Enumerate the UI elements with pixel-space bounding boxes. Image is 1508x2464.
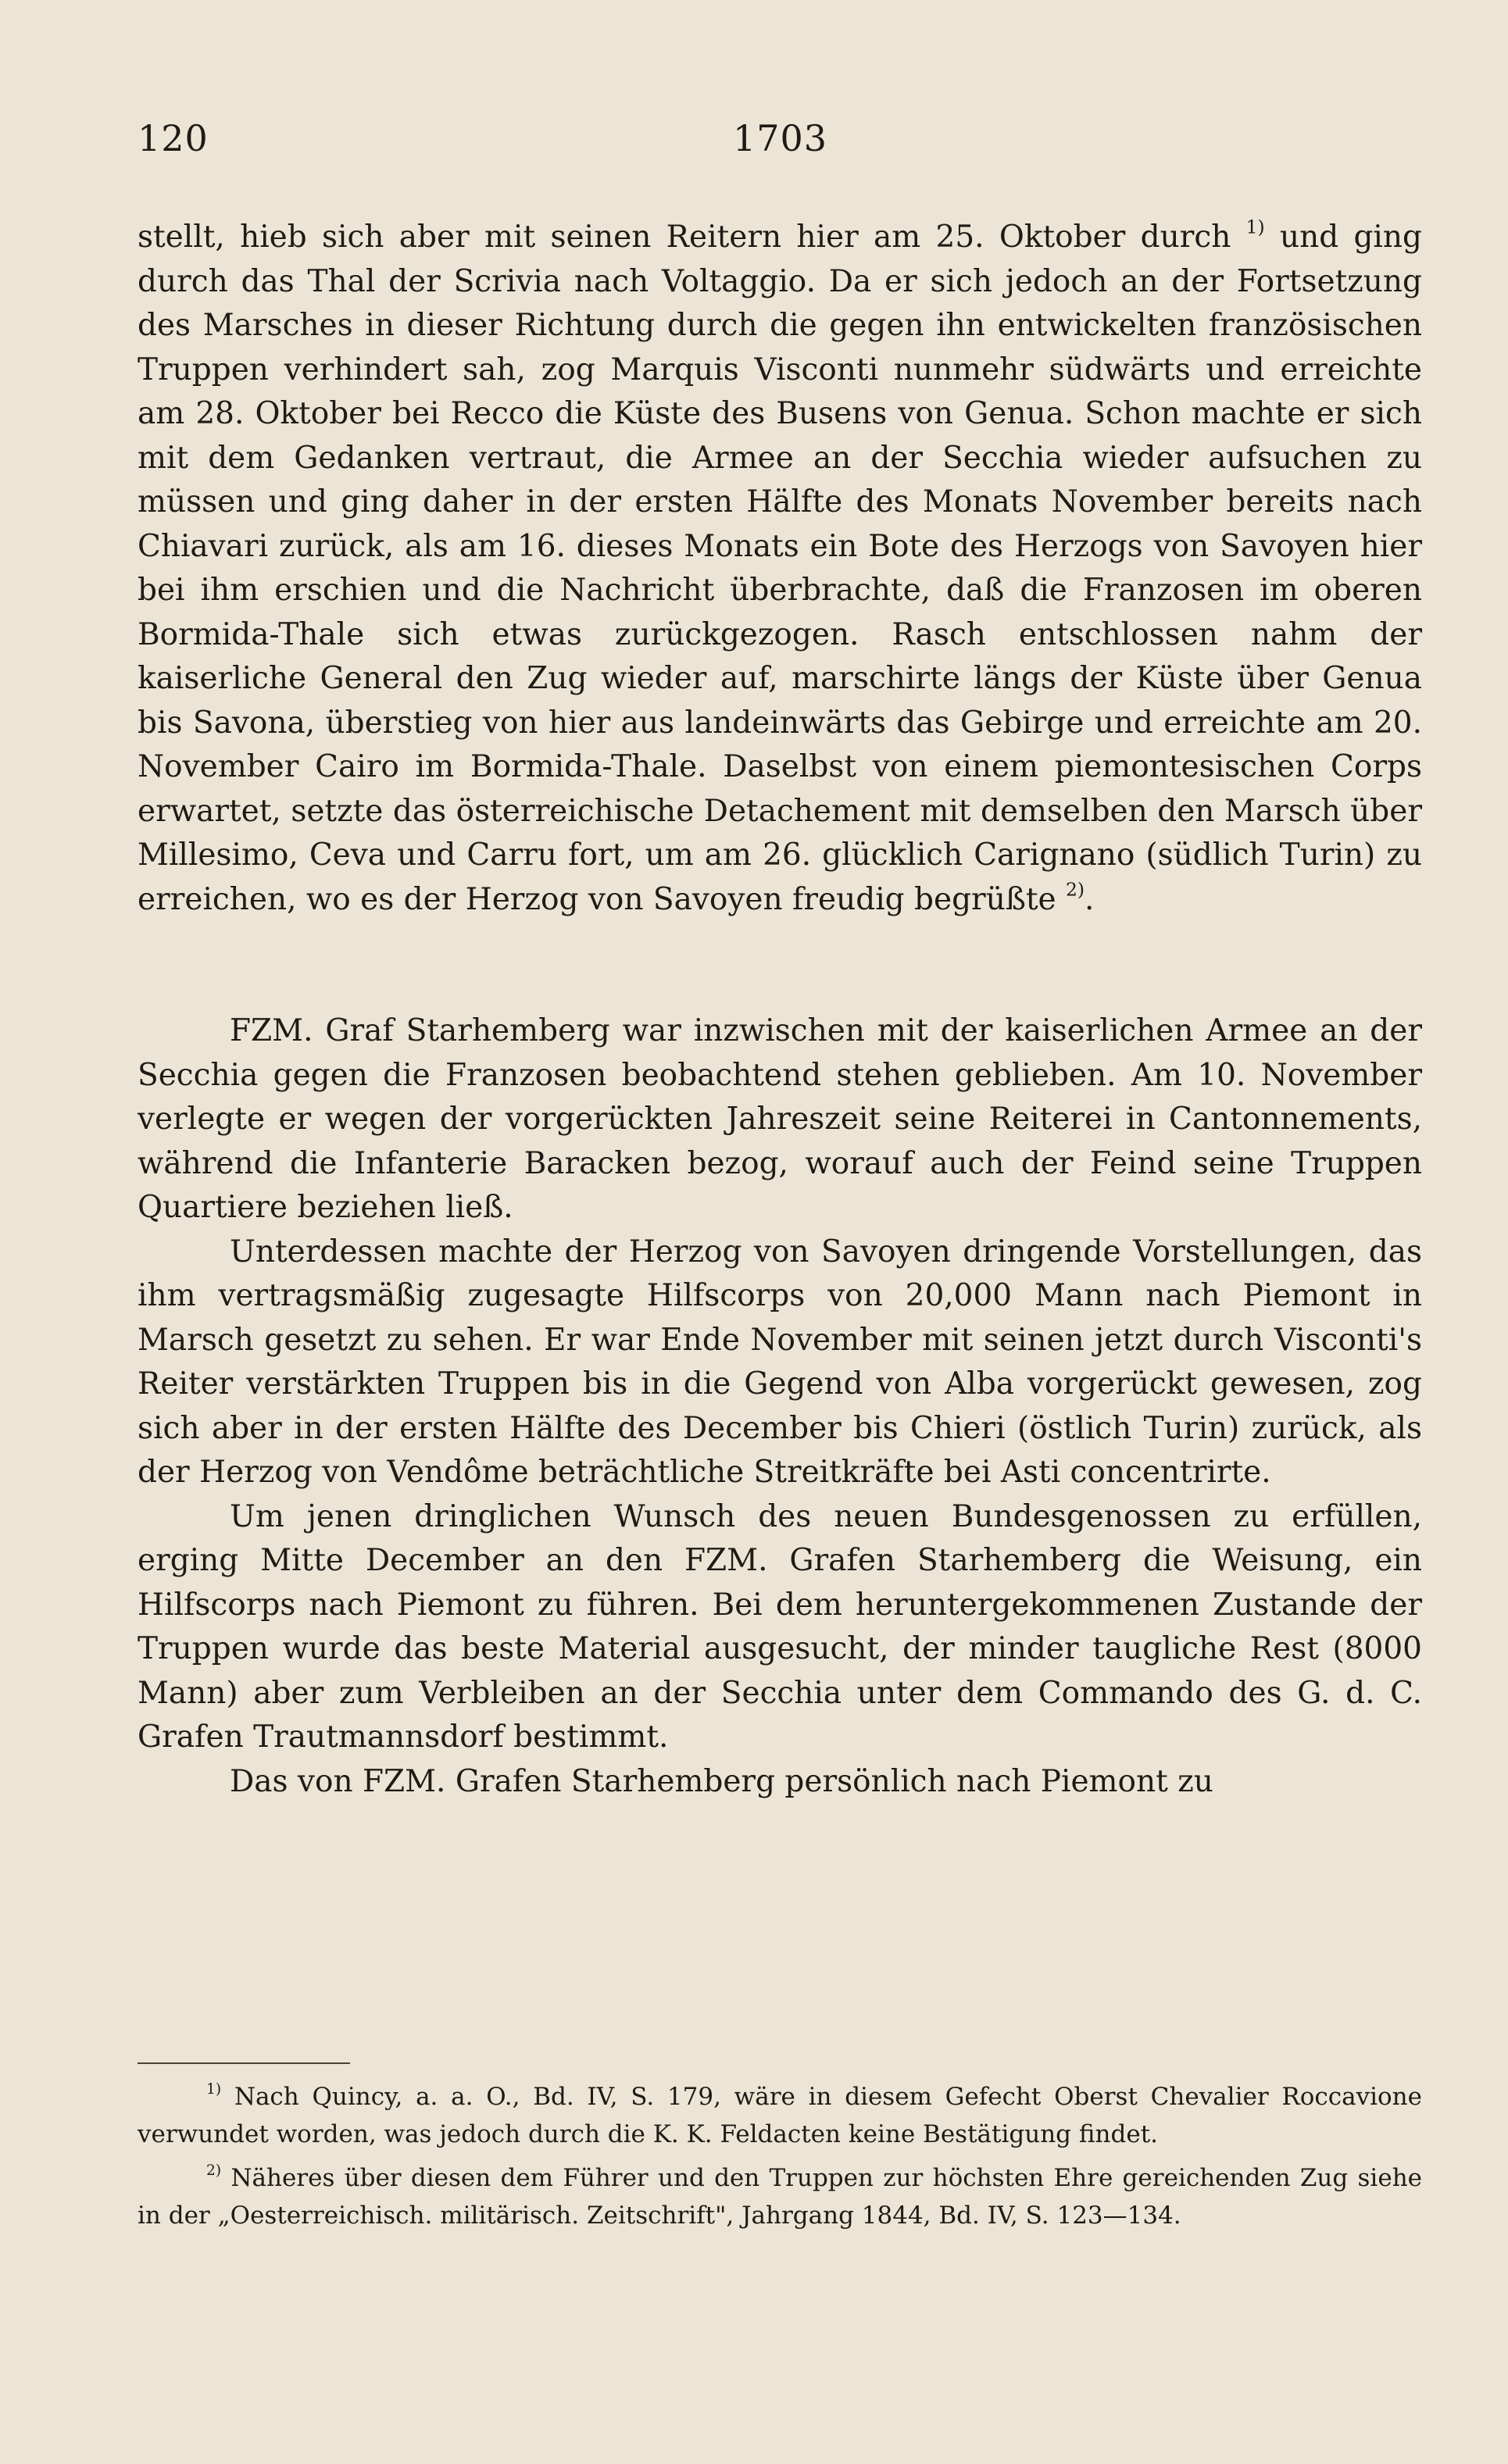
paragraph-5: Das von FZM. Grafen Starhemberg persönlich nach Piemont zu (230, 1763, 1213, 1799)
paragraph-3: Unterdessen machte der Herzog von Savoyen dringende Vorstellungen, das ihm vertragsmäßig zugesagte Hilfscorps von 20,000 Mann nach Piemont in Marsch gesetzt zu sehen. Er war Ende November mit seinen jetzt durch Visconti's Reiter verstärkten Truppen bis in die Gegend von Alba vorgerückt gewesen, zog sich aber in der ersten Hälfte des December bis Chieri (östlich Turin) zurück, als der Herzog von Vendôme beträchtliche Streitkräfte bei Asti concentrirte. (138, 1234, 1422, 1490)
paragraph-1-text-b: und ging durch das Thal der Scrivia nach Voltaggio. Da er sich jedoch an der Fortsetzung des Marsches in dieser Richtung durch die gegen ihn entwickelten französischen Truppen verhindert sah, zog Marquis Visconti nunmehr südwärts und erreichte am 28. Oktober bei Recco die Küste des Busens von Genua. Schon machte er sich mit dem Gedanken vertraut, die Armee an der Secchia wieder aufsuchen zu müssen und ging daher in der ersten Hälfte des Monats November bereits nach Chiavari zurück, als am 16. dieses Monats ein Bote des Herzogs von Savoyen hier bei ihm erschien und die Nachricht überbrachte, daß die Franzosen im oberen Bormida-Thale sich etwas zurückgezogen. Rasch entschlossen nahm der kaiserliche General den Zug wieder auf, marschirte längs der Küste über Genua bis Savona, überstieg von hier aus landeinwärts das Gebirge und erreichte am 20. November Cairo im Bormida-Thale. Daselbst von einem piemontesischen Corps erwartet, setzte das österreichische Detachement mit demselben den Marsch über Millesimo, Ceva und Carru fort, um am 26. glücklich Carignano (südlich Turin) zu erreichen, wo es der Herzog von Savoyen freudig begrüßte (138, 220, 1422, 917)
footnote-ref-2: 2) (1066, 877, 1085, 900)
footnote-1 (138, 2078, 1422, 2153)
footnote-2-marker: 2) (206, 2162, 222, 2180)
main-text (138, 216, 1422, 1804)
running-head-year: 1703 (733, 117, 828, 159)
paragraph-4: Um jenen dringlichen Wunsch des neuen Bundesgenossen zu erfüllen, erging Mitte December an den FZM. Grafen Starhemberg die Weisung, ein Hilfscorps nach Piemont zu führen. Bei dem heruntergekommenen Zustande der Truppen wurde das beste Material ausgesucht, der minder taugliche Rest (8000 Mann) aber zum Verbleiben an der Secchia unter dem Commando des G. d. C. Grafen Trautmannsdorf bestimmt. (138, 1498, 1422, 1755)
paragraph-2: FZM. Graf Starhemberg war inzwischen mit der kaiserlichen Armee an der Secchia gegen die Franzosen beobachtend stehen geblieben. Am 10. November verlegte er wegen der vorgerückten Jahreszeit seine Reiterei in Cantonnements, während die Infanterie Baracken bezog, worauf auch der Feind seine Truppen Quartiere beziehen ließ. (138, 1013, 1422, 1225)
page-number: 120 (138, 117, 209, 159)
footnote-ref-1: 1) (1245, 216, 1265, 238)
page-header (138, 117, 1422, 172)
footnote-1-marker: 1) (206, 2081, 222, 2098)
footnote-2 (138, 2159, 1422, 2234)
paragraph-1-text-a: stellt, hieb sich aber mit seinen Reitern hier am 25. Oktober durch (138, 220, 1246, 255)
footnote-1-text: Nach Quincy, a. a. O., Bd. IV, S. 179, wäre in diesem Gefecht Oberst Chevalier Roccavione verwundet worden, was jedoch durch die K. K. Feldacten keine Bestätigung findet. (138, 2083, 1422, 2148)
paragraph-1-end: . (1085, 881, 1095, 917)
paragraph-1 (138, 216, 1422, 922)
footnotes (138, 2078, 1422, 2241)
footnote-divider (138, 2062, 350, 2064)
footnote-2-text: Näheres über diesen dem Führer und den Truppen zur höchsten Ehre gereichenden Zug siehe in der „Oesterreichisch. militärisch. Zeitschrift", Jahrgang 1844, Bd. IV, S. 123—134. (138, 2164, 1422, 2230)
